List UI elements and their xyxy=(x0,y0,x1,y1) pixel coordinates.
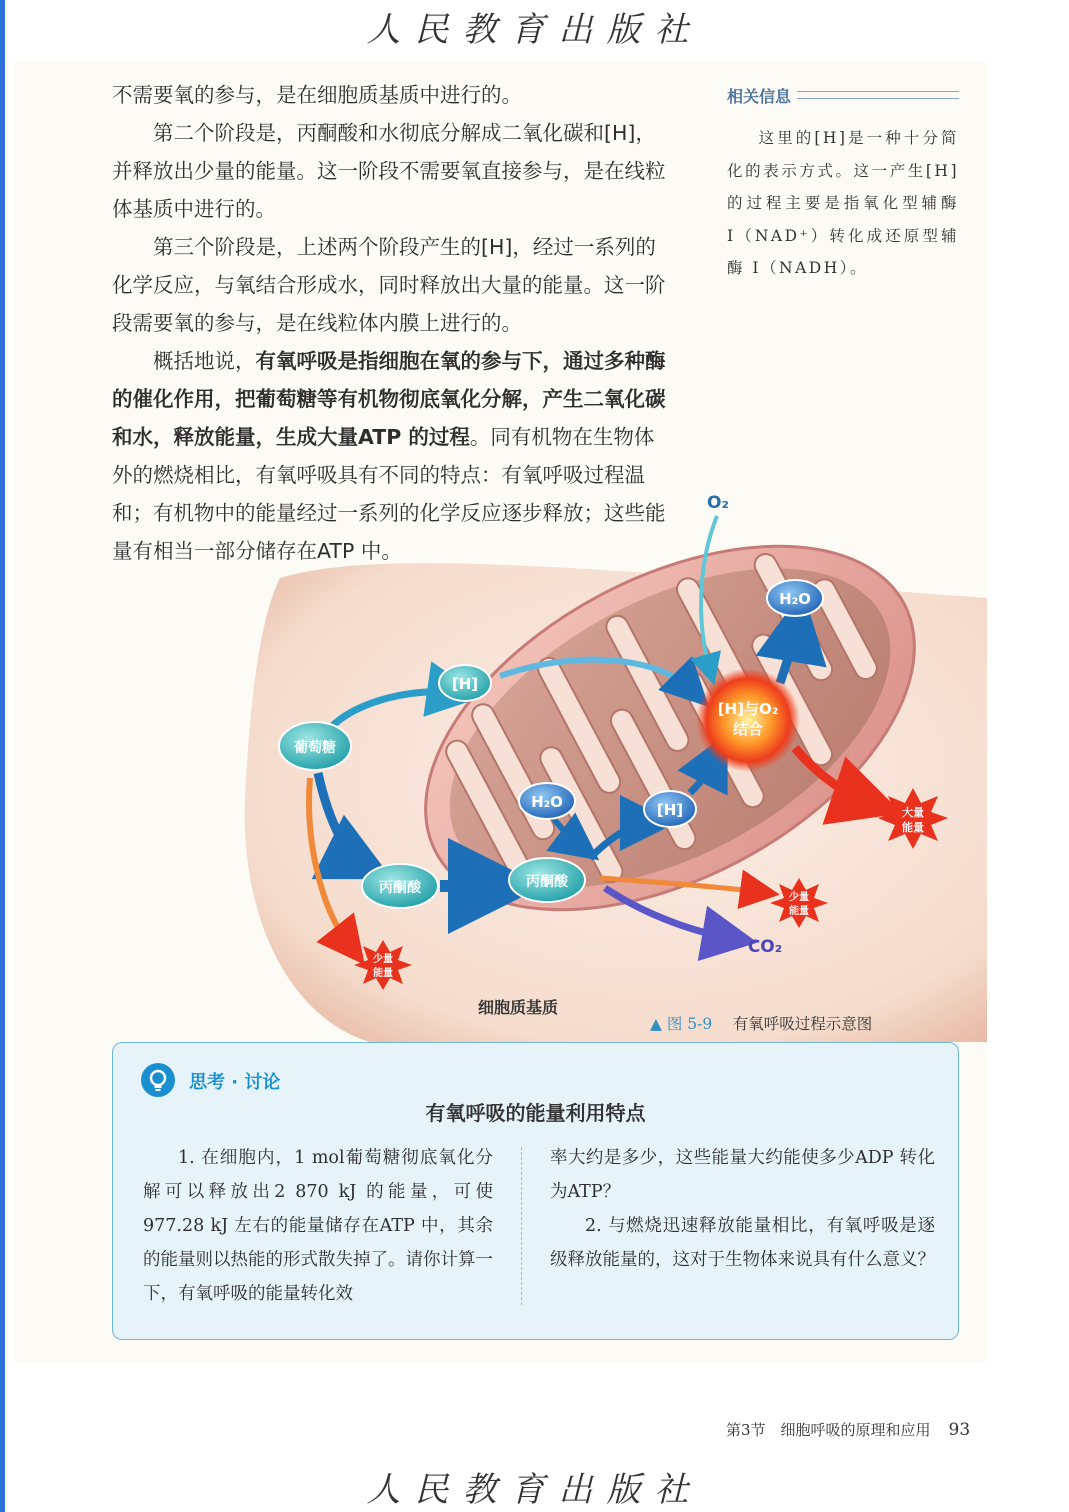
small-energy-right-label-2: 能量 xyxy=(789,906,809,917)
lightbulb-icon xyxy=(141,1063,175,1097)
discussion-box xyxy=(112,1042,959,1340)
footer-section: 第3节 细胞呼吸的原理和应用 xyxy=(726,1421,931,1439)
discussion-col-2 xyxy=(550,1141,935,1277)
publisher-footer: 人民教育出版社 xyxy=(366,1470,703,1510)
paragraph-2: 第二个阶段是，丙酮酸和水彻底分解成二氧化碳和[H]，并释放出少量的能量。这一阶段不需要氧直接参与，是在线粒体基质中进行的。 xyxy=(112,121,666,221)
figure-number: ▲ 图 5-9 xyxy=(650,1015,713,1033)
discussion-title: 有氧呼吸的能量利用特点 xyxy=(425,1101,646,1125)
pyruvate-right-label: 丙酮酸 xyxy=(526,874,568,890)
h2o-in-label: H₂O xyxy=(531,793,563,811)
small-energy-left-label-2: 能量 xyxy=(373,968,393,979)
h2o-node-out xyxy=(767,580,823,616)
h-mid-label: [H] xyxy=(656,801,684,819)
figure-caption xyxy=(650,1012,872,1034)
glucose-label: 葡萄糖 xyxy=(294,740,336,756)
question-1: 1. 在细胞内，1 mol葡萄糖彻底氧化分解可以释放出2 870 kJ 的能量，可使977.28 kJ 左右的能量储存在ATP 中，其余的能量则以热能的形式散失掉了。请你计算一下，有氧呼吸的能量转化效 xyxy=(143,1148,493,1304)
left-edge-bar xyxy=(0,0,5,1512)
question-2: 2. 与燃烧迅速释放能量相比，有氧呼吸是逐级释放能量的，这对于生物体来说具有什么意义？ xyxy=(550,1216,935,1270)
pyruvate-node-right xyxy=(509,858,585,902)
cytoplasm-label: 细胞质基质 xyxy=(477,998,559,1017)
h2o-out-label: H₂O xyxy=(779,590,811,608)
column-divider xyxy=(521,1147,522,1305)
paragraph-1: 不需要氧的参与，是在细胞质基质中进行的。 xyxy=(112,83,522,107)
glucose-node xyxy=(279,722,351,770)
paragraph-4-intro: 概括地说， xyxy=(153,349,256,373)
h2o-node-in xyxy=(519,783,575,819)
publisher-header: 人民教育出版社 xyxy=(366,10,703,50)
h-node-top xyxy=(439,665,491,701)
sidebar-heading-text: 相关信息 xyxy=(727,87,797,106)
pyruvate-left-label: 丙酮酸 xyxy=(379,880,421,896)
figure-title: 有氧呼吸过程示意图 xyxy=(732,1015,873,1033)
definition-bold: 有氧呼吸是指细胞在氧的参与下，通过多种酶的催化作用，把葡萄糖等有机物彻底氧化分解，产生二氧化碳和水，释放能量，生成大量ATP 的过程 xyxy=(112,349,666,449)
combine-label-2: 结合 xyxy=(732,720,764,738)
h-node-mid xyxy=(644,791,696,827)
sidebar-body: 这里的[H]是一种十分简化的表示方式。这一产生[H]的过程主要是指氧化型辅酶 Ⅰ（NAD⁺）转化成还原型辅酶 Ⅰ（NADH）。 xyxy=(727,129,959,277)
pyruvate-node-left xyxy=(362,864,438,908)
discussion-col-1 xyxy=(143,1141,493,1311)
discussion-label: 思考 · 讨论 xyxy=(189,1072,281,1093)
combine-label-1: [H]与O₂ xyxy=(717,700,779,718)
small-energy-left-label-1: 少量 xyxy=(373,954,393,965)
page-number: 93 xyxy=(948,1420,971,1440)
large-energy-label-2: 能量 xyxy=(902,821,924,834)
question-1-continued: 率大约是多少，这些能量大约能使多少ADP 转化为ATP？ xyxy=(550,1148,935,1202)
sidebar-text xyxy=(727,122,959,285)
aerobic-respiration-diagram xyxy=(200,478,987,1042)
page-footer xyxy=(726,1419,970,1440)
small-energy-right-label-1: 少量 xyxy=(789,892,809,903)
o2-label: O₂ xyxy=(707,493,729,513)
large-energy-label-1: 大量 xyxy=(902,806,924,819)
h-top-label: [H] xyxy=(451,675,479,693)
paragraph-3: 第三个阶段是，上述两个阶段产生的[H]，经过一系列的化学反应，与氧结合形成水，同时释放出大量的能量。这一阶段需要氧的参与，是在线粒体内膜上进行的。 xyxy=(112,235,666,335)
co2-label: CO₂ xyxy=(747,937,783,957)
paragraph-4-rest: 。同有机物在生物体外的燃烧相比，有氧呼吸具有不同的特点：有氧呼吸过程温和；有机物中的能量经过一系列的化学反应逐步释放；这些能量有相当一部分储存在ATP 中。 xyxy=(112,425,666,563)
sidebar-heading xyxy=(727,84,959,106)
